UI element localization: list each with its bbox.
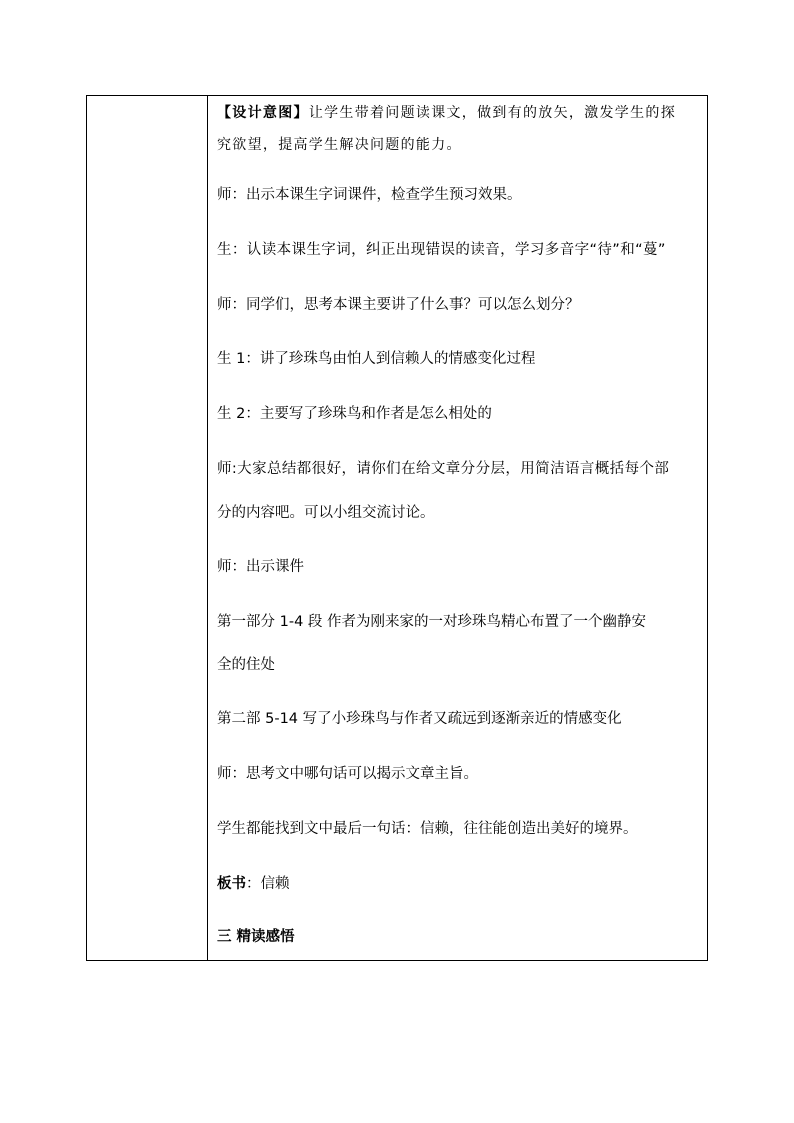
table-left-column: [87, 96, 208, 960]
section-heading: 三 精读感悟: [217, 929, 295, 945]
board-label: 板书: [217, 876, 246, 892]
text-line-part-1b: 全的住处: [217, 657, 275, 673]
board-line: [217, 874, 290, 894]
text-line-teacher-1: 师：出示本课生字词课件，检查学生预习效果。: [217, 187, 522, 203]
text-line-student-a: 生 1：讲了珍珠鸟由怕人到信赖人的情感变化过程: [217, 351, 536, 367]
design-intent-label: 【设计意图】: [217, 105, 309, 121]
table-content-column: [208, 96, 707, 960]
design-intent-text-1: 让学生带着问题读课文，做到有的放矢，激发学生的探: [308, 105, 677, 121]
text-line-student-b: 生 2：主要写了珍珠鸟和作者是怎么相处的: [217, 406, 492, 422]
text-line-teacher-3b: 分的内容吧。可以小组交流讨论。: [217, 505, 435, 521]
text-line-part-2: 第二部 5-14 写了小珍珠鸟与作者又疏远到逐渐亲近的情感变化: [217, 711, 622, 727]
text-line-teacher-4: 师：出示课件: [217, 559, 304, 575]
text-line-student-1: 生：认读本课生字词，纠正出现错误的读音，学习多音字“待”和“蔓”: [217, 242, 666, 258]
text-line-teacher-3a: 师:大家总结都很好，请你们在给文章分分层，用简洁语言概括每个部: [217, 461, 670, 477]
text-line-student-c: 学生都能找到文中最后一句话：信赖，往往能创造出美好的境界。: [217, 821, 638, 837]
lesson-plan-table: [86, 95, 708, 961]
design-intent-line-1: [217, 103, 676, 123]
text-line-part-1a: 第一部分 1-4 段 作者为刚来家的一对珍珠鸟精心布置了一个幽静安: [217, 614, 647, 630]
board-text: ：信赖: [246, 876, 290, 892]
design-intent-line-2: 究欲望，提高学生解决问题的能力。: [217, 137, 462, 153]
text-line-teacher-5: 师：思考文中哪句话可以揭示文章主旨。: [217, 766, 478, 782]
text-line-teacher-2: 师：同学们，思考本课主要讲了什么事？可以怎么划分？: [217, 297, 580, 313]
